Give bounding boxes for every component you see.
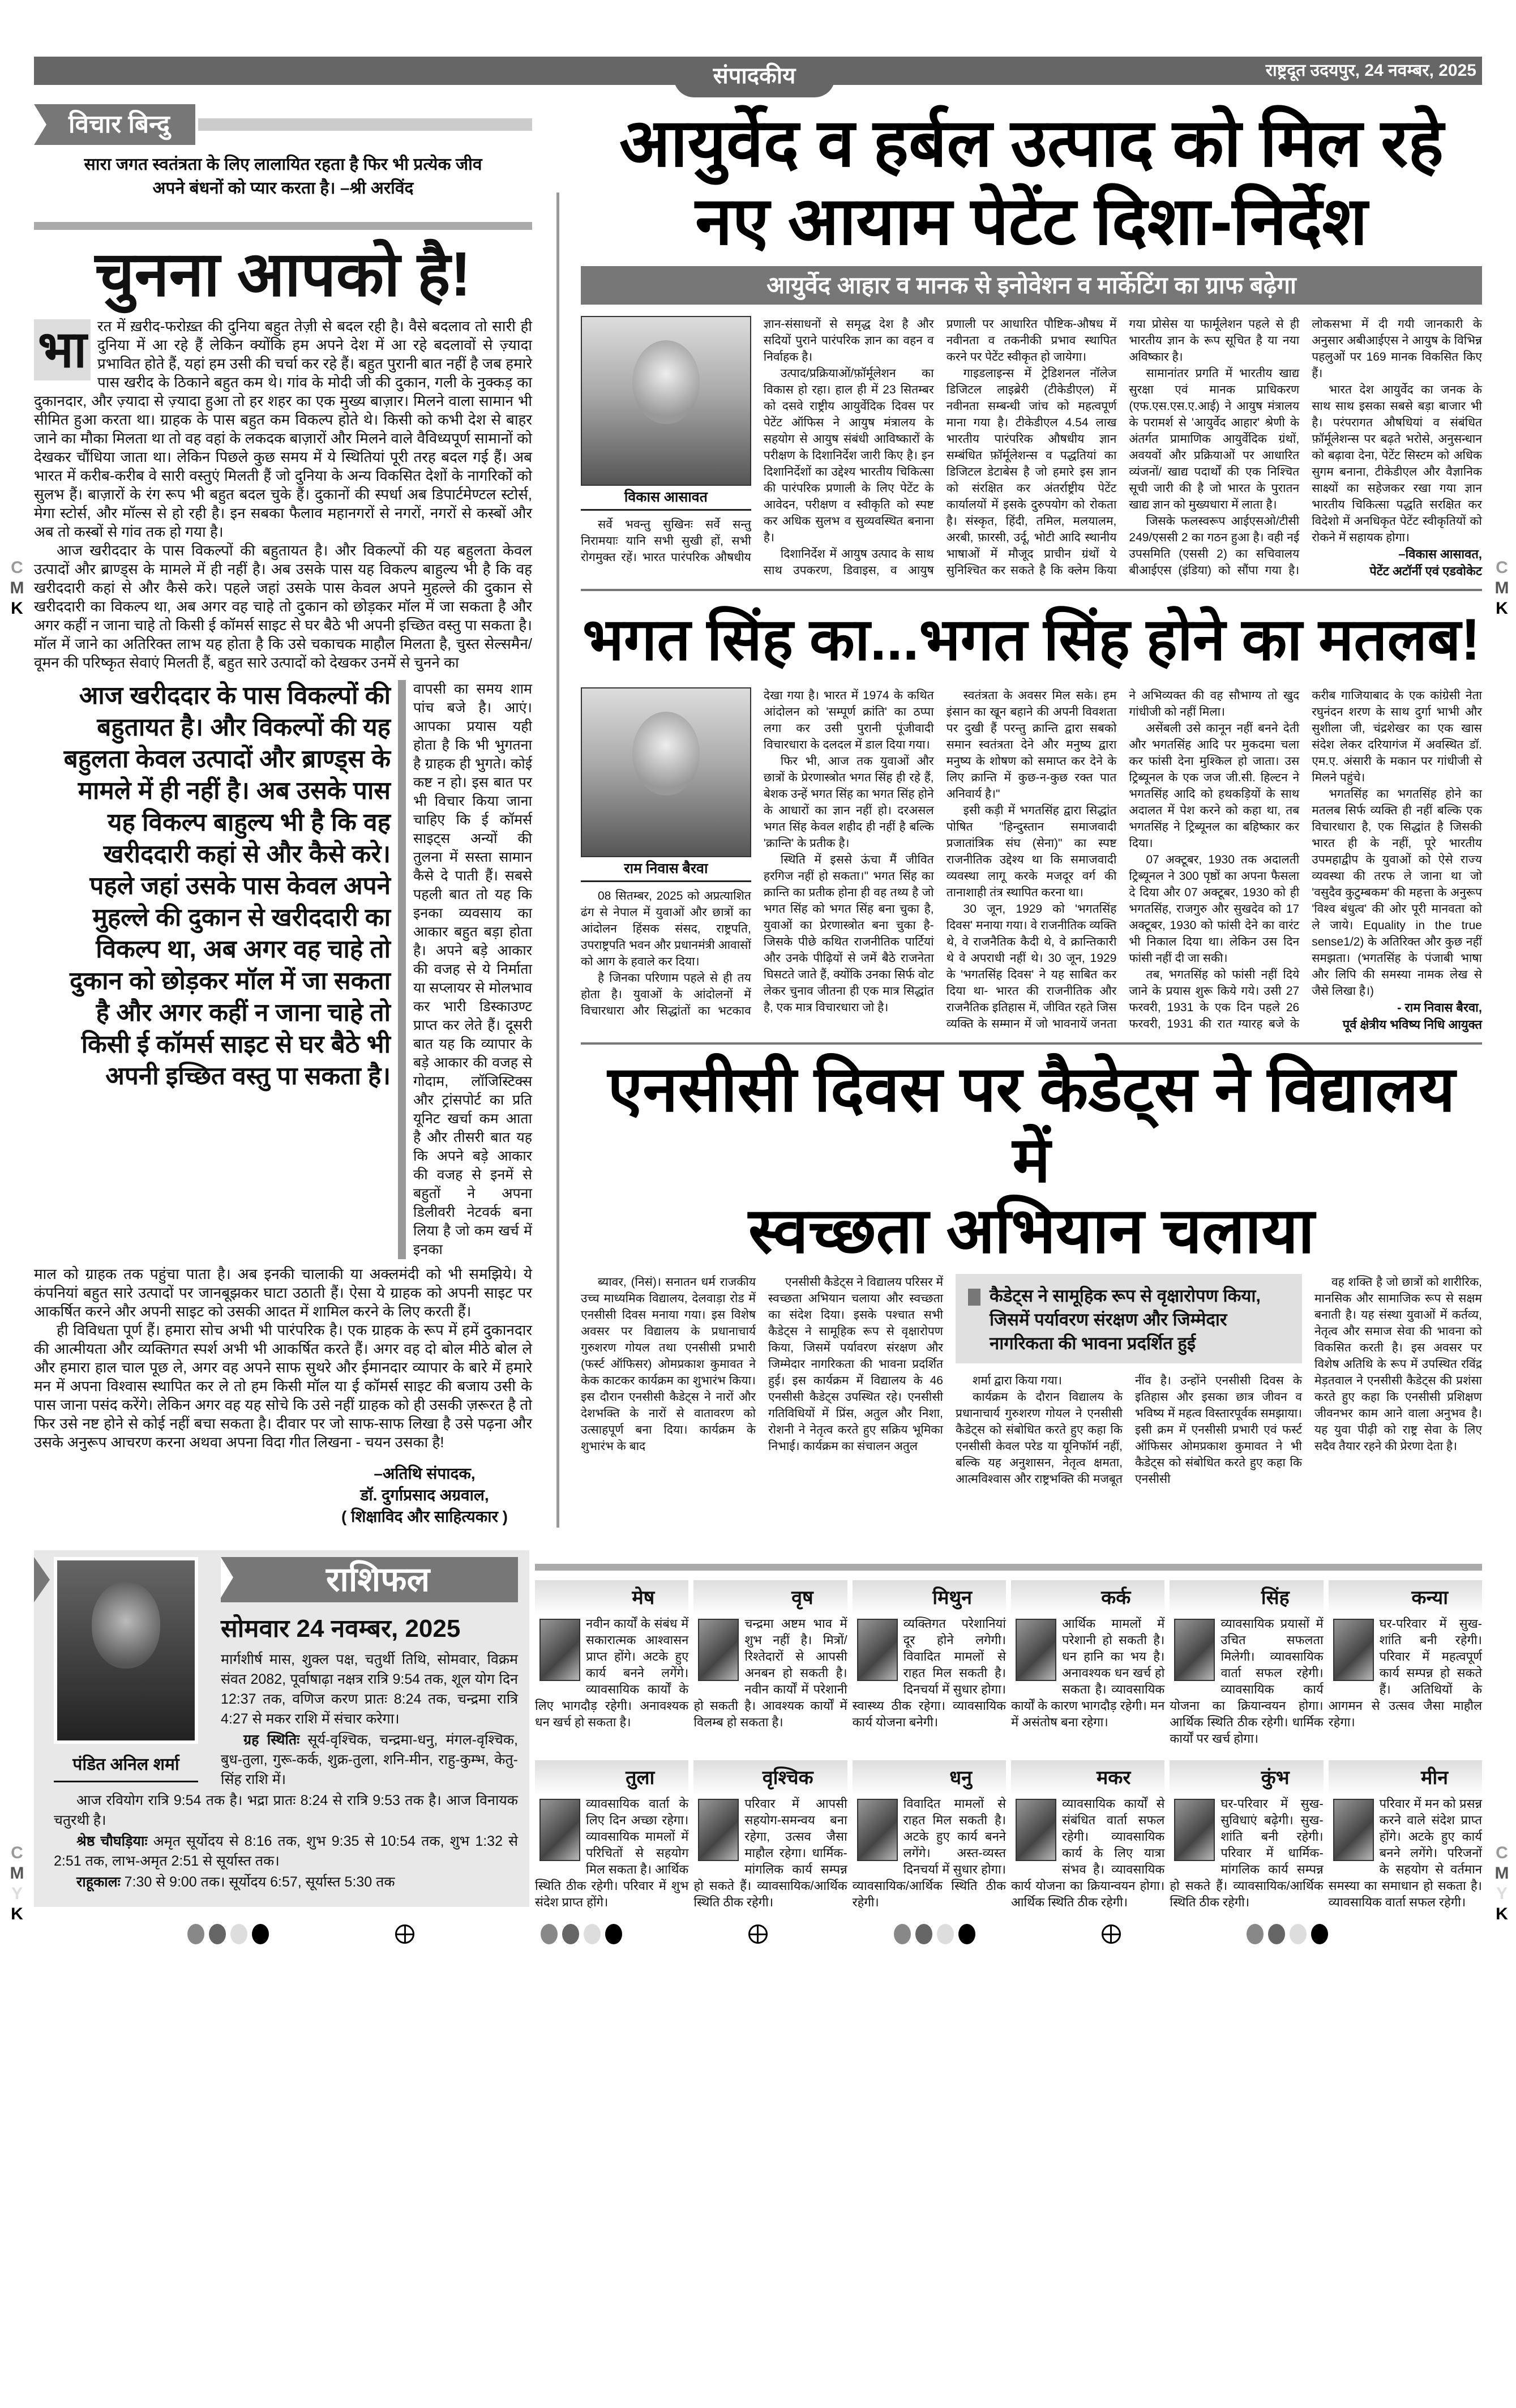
zodiac-sign-icon [857, 1799, 898, 1861]
sign-text: परिवार में आपसी सहयोग-समन्वय बना रहेगा, उत्सव जैसा माहौल रहेगा। धार्मिक-मांगलिक कार्य सम्पन्न हो सकते हैं। व्यावसायिक/आर्थिक स्थिति ठीक रहेगी। [693, 1797, 847, 1909]
paragraph: इसी कड़ी में भगतसिंह द्वारा सिद्धांत पोषित "हिन्दुस्तान समाजवादी प्रजातांत्रिक संघ (सेना)" का स्पष्ट राजनीतिक उद्देश्य था कि समाजवादी व्यवस्था लागू करके मजदूर वर्ग की तानाशाही तंत्र स्थापित करना था। [946, 804, 1117, 899]
choghadiya-label: श्रेष्ठ चौघड़ियाः [76, 1833, 148, 1849]
paragraph: तब, भगतसिंह को फांसी नहीं दिये जाने के प्रयास शुरू किये गये। उसी 27 फरवरी, 1931 के एक दिन पहले 26 फरवरी, 1931 की रात ग्यारह बजे के करीब गाजियाबाद के एक कांग्रेसी नेता रघुनंदन शरण के साथ दुर्गा भाभी और सुशीला जी, चंद्रशेखर का एक खास संदेश लेकर दरियागंज में अवस्थित डॉ. एम.ए. अंसारी के मकान पर गांधीजी से मिलने पहुंचे। [1129, 689, 1482, 1030]
main-content [34, 104, 1482, 1528]
bhagat-headline: भगत सिंह का...भगत सिंह होने का मतलब! [582, 607, 1481, 673]
paragraph: शर्मा द्वारा किया गया। [973, 1374, 1062, 1387]
paragraph: सर्वे भवन्तु सुखिनः सर्वे सन्तु निरामयाः यानि सभी सुखी हों, सभी रोगमुक्त रहें। भारत पारंपरिक औषधीय ज्ञान-संसाधनों से समृद्ध देश है और सदियों पुराने पारंपरिक ज्ञान का वहन व निर्वाहक है। [581, 318, 934, 564]
divider [581, 1042, 1482, 1045]
color-registration-dot [1311, 1924, 1328, 1944]
photo-caption: राम निवास बैरवा [581, 857, 751, 882]
bhagat-body [581, 687, 1482, 1033]
bullet-square-icon [968, 1289, 980, 1306]
pull-quote-bar [398, 680, 406, 1259]
color-registration-dot [1290, 1924, 1307, 1944]
author-photo [581, 687, 751, 882]
byline-desc: ( शिक्षाविद और साहित्यकार ) [341, 1508, 508, 1525]
mark-c: C [11, 558, 23, 577]
divider [581, 589, 1482, 591]
byline-role: –अतिथि संपादक, [374, 1465, 476, 1482]
sign-text: घर-परिवार में सुख-सुविधाएं बढ़ेगी। सुख-शांति बनी रहेगी। परिवार में धार्मिक-मांगलिक कार्य सम्पन्न हो सकते हैं। व्यावसायिक/आर्थिक स्थिति ठीक रहेगी। [1170, 1797, 1324, 1909]
zodiac-sign-icon [698, 1799, 739, 1861]
ayurveda-headline [581, 104, 1482, 260]
editorial-body-bottom [34, 1265, 532, 1452]
zodiac-sign-icon [539, 1619, 580, 1681]
paragraph: 30 जून, 1929 को 'भगतसिंह दिवस' मनाया गया। वे राजनीतिक व्यक्ति थे, वे राजनैतिक कैदी थे, वे क्रान्तिकारी थे वे अपराधी नहीं थे। 30 जून, 1929 के 'भगतसिंह दिवस' ने यह साबित कर दिया था- भारत की राजनीतिक और राजनैतिक इतिहास में, जीवित रहते जिस व्यक्ति के सम्मान में जो भावनायें जनता ने अभिव्यक्त की वह सौभाग्य तो खुद गांधीजी को नहीं मिला। [946, 689, 1300, 1030]
color-registration-dot [1247, 1924, 1264, 1944]
mark-y: Y [1496, 1884, 1508, 1903]
ncc-body [581, 1274, 1482, 1487]
color-registration-dot [937, 1924, 954, 1944]
astrologer-block [54, 1557, 209, 1782]
divider [535, 1564, 1482, 1571]
headline-line: एनसीसी दिवस पर कैडेट्स ने विद्यालय में [607, 1054, 1455, 1195]
rashifal-label: राशिफल [221, 1557, 518, 1602]
photo-image [581, 316, 751, 486]
vichar-bindu-header [34, 104, 532, 145]
mark-m: M [10, 579, 24, 597]
divider [34, 222, 532, 230]
registration-crosshair-icon [1102, 1924, 1121, 1944]
sign-text: आर्थिक मामलों में परेशानी हो सकती है। धन हानि का भय है। अनावश्यक धन खर्च हो सकता है। व्यावसायिक कार्यों के कारण भागदौड़ रहेगी। मन में असंतोष बना रहेगा। [1011, 1616, 1165, 1729]
horoscope-area [535, 1550, 1482, 1910]
sign-text: व्यावसायिक प्रयासों में उचित सफलता मिलेगी। व्यावसायिक वार्ता सफल रहेगी। व्यावसायिक कार्य योजना का क्रियान्वयन होगा। आर्थिक स्थिति ठीक रहेगी। धार्मिक कार्यों पर खर्च होगा। [1170, 1616, 1324, 1746]
color-registration-dot [541, 1924, 558, 1944]
ncc-body-left [581, 1274, 943, 1455]
articles-column [581, 104, 1482, 1528]
ncc-body-mid [956, 1372, 1302, 1487]
registration-crosshair-icon [395, 1924, 414, 1944]
horoscope-card [1329, 1580, 1482, 1747]
color-registration-dots [541, 1924, 622, 1944]
choghadiya: अमृत सूर्योदय से 8:16 तक, शुभ 9:35 से 10:54 तक, शुभ 1:32 से 2:51 तक, लाभ-अमृत 2:51 से सूर्यास्त तक। [54, 1833, 518, 1869]
sign-name: धनु [853, 1760, 1006, 1795]
cmyk-mark [8, 558, 25, 619]
color-registration-dots [894, 1924, 975, 1944]
pull-quote-row [34, 680, 532, 1259]
ncc-headline [581, 1054, 1482, 1266]
paragraph: आज खरीददार के पास विकल्पों की बहुतायत है। और विकल्पों की यह बहुलता केवल उत्पादों और ब्राण्ड्स के मामले में ही नहीं है। अब उसके पास यह विकल्प बाहुल्य भी है कि वह खरीददारी कहां से और कैसे करे। पहले जहां उसके पास केवल अपने मुहल्ले की दुकान से खरीददारी का विकल्प था, अब अगर वह चाहे तो दुकान को छोड़कर मॉल में जा सकता है और अगर कहीं न जाना चाहे तो किसी ई कॉमर्स साइट से घर बैठे भी अपनी इच्छित वस्तु पा सकता है। मॉल में जाने का अतिरिक्त लाभ यह होता है कि उसे चकाचक माहौल मिलता है, चुस्त सेल्समैन/वूमन की परिष्कृत सेवाएं मिलती हैं, बहुत सारे उत्पादों को देखकर उनमें से चुनने का [34, 542, 532, 671]
color-registration-dot [605, 1924, 622, 1944]
graha: सूर्य-वृश्चिक, चन्द्रमा-धनु, मंगल-वृश्चिक, बुध-तुला, गुरू-कर्क, शुक्र-तुला, शनि-मीन, राहु-कुम्भ, केतु-सिंह राशि में। [221, 1732, 519, 1787]
paragraph: कार्यक्रम के दौरान विद्यालय के प्रधानाचार्य गुरुशरण गोयल ने एनसीसी कैडेट्स को संबोधित करते हुए कहा कि एनसीसी केवल परेड या यूनिफॉर्म नहीं, बल्कि यह अनुशासन, नेतृत्व क्षमता, आत्मविश्वास और राष्ट्रभक्ति की मजबूत नींव है। उन्होंने एनसीसी दिवस के इतिहास और इसका छात्र जीवन व भविष्य में महत्व विस्तारपूर्वक समझाया। इसी क्रम में एनसीसी प्रभारी एवं फर्स्ट ऑफिसर ओमप्रकाश कुमावत ने भी कैडेट्स को संबोधित करते हुए कहा कि एनसीसी [956, 1374, 1302, 1486]
zodiac-sign-icon [1174, 1619, 1215, 1681]
paragraph: सामानांतर प्रगति में भारतीय खाद्य सुरक्षा एवं मानक प्राधिकरण (एफ.एस.एस.ए.आई) ने आयुष मंत्रालय के परामर्श से 'आयुर्वेद आहार' श्रेणी के अंतर्गत प्रामाणिक आयुर्वेदिक ग्रंथों, अवयवों और प्रक्रियाओं पर आधारित व्यंजनों/ खाद्य पदार्थों की एक निश्चित सूची जारी की है जो भारत के पुरातन खाद्य ज्ञान को मुख्यधारा में लाता है। [1129, 367, 1300, 511]
mark-k: K [1496, 599, 1508, 618]
zodiac-sign-icon [1016, 1619, 1056, 1681]
zodiac-sign-icon [698, 1619, 739, 1681]
quote-line: अपने बंधनों को प्यार करता है। –श्री अरविंद [152, 179, 414, 198]
mark-m: M [1494, 1864, 1509, 1883]
horoscope-card [535, 1580, 688, 1747]
section-title: संपादकीय [674, 57, 835, 97]
horoscope-card [1170, 1760, 1323, 1910]
sign-name: मकर [1011, 1760, 1164, 1795]
astrologer-name: पंडित अनिल शर्मा [54, 1752, 198, 1782]
sign-name: कन्या [1329, 1580, 1482, 1615]
sign-name: कर्क [1011, 1580, 1164, 1615]
editorial-headline: चुनना आपको है! [95, 239, 472, 309]
mark-k: K [11, 1905, 23, 1923]
thought-quote [45, 153, 521, 200]
horoscope-card [1329, 1760, 1482, 1910]
mark-k: K [11, 599, 23, 618]
ncc-body-right [1314, 1274, 1482, 1455]
paragraph: दिशानिर्देश में आयुष उत्पाद के साथ साथ उपकरण, डिवाइस, व आयुष प्रणाली पर आधारित पौष्टिक-औषध में नवीनता व तकनीकी प्रभाव स्थापित करने पर पेटेंट स्वीकृत हो जायेगा। [763, 318, 1117, 577]
mark-c: C [11, 1844, 23, 1862]
sign-text: व्यावसायिक कार्यों से संबंधित वार्ता सफल रहेगी। व्यावसायिक कार्य के लिए यात्रा संभव है। व्यावसायिक कार्य योजना का क्रियान्वयन होगा। आर्थिक स्थिति ठीक रहेगी। [1011, 1797, 1165, 1909]
sign-text: व्यक्तिगत परेशानियां दूर होने लगेगी। विवादित मामलों से राहत मिल सकती है। दिनचर्या में सुधार होगा। स्वास्थ्य ठीक रहेगा। व्यावसायिक कार्य योजना बनेगी। [852, 1616, 1006, 1729]
zodiac-sign-icon [1016, 1799, 1056, 1861]
column-divider [556, 193, 559, 1528]
editorial-body-top [34, 317, 532, 672]
chevron-icon [34, 1557, 50, 1602]
paragraph: असेंबली उसे कानून नहीं बनने देती और भगतसिंह आदि पर मुकदमा चला कर फांसी देना मुश्किल हो जाता। उस ट्रिब्यूनल के एक जज जी.सी. हिल्टन ने भगतसिंह आदि को हथकड़ियों के साथ अदालत में पेश करने को कहा था, तब भगतसिंह ने ट्रिब्यूनल का बहिष्कार कर दिया। [1129, 722, 1300, 850]
mark-k: K [1496, 1905, 1508, 1923]
byline-name: –विकास आसावत, [1398, 547, 1482, 561]
zodiac-sign-icon [539, 1799, 580, 1861]
sign-text: चन्द्रमा अष्टम भाव में शुभ नहीं है। मित्रों/रिश्तेदारों से आपसी अनबन हो सकती है। नवीन कार्यों में परेशानी हो सकती है। आवश्यक कार्यों में विलम्ब हो सकता है। [693, 1616, 847, 1729]
paragraph: 08 सितम्बर, 2025 को अप्रत्याशित ढंग से नेपाल में युवाओं और छात्रों का आंदोलन हिंसक संसद, राष्ट्रपति, उपराष्ट्रपति भवन और प्रधानमंत्री आवासों को आग के हवाले कर दिया। [581, 889, 751, 968]
sign-text: विवादित मामलों से राहत मिल सकती है। अटके हुए कार्य बनने लगेंगे। अस्त-व्यस्त दिनचर्या में सुधार होगा। व्यावसायिक/आर्थिक स्थिति ठीक रहेगी। [852, 1797, 1006, 1909]
color-registration-dot [562, 1924, 579, 1944]
sign-name: मेष [535, 1580, 688, 1615]
horoscope-card [853, 1580, 1006, 1747]
horoscope-card [853, 1760, 1006, 1910]
rashifal-date: सोमवार 24 नवम्बर, 2025 [221, 1615, 461, 1643]
color-registration-dot [915, 1924, 932, 1944]
highlight-text: कैडेट्स ने सामूहिक रूप से वृक्षारोपण किया, जिसमें पर्यावरण संरक्षण और जिम्मेदार नागरिकता की भावना प्रदर्शित हुई [990, 1286, 1261, 1353]
paragraph: माल को ग्राहक तक पहुंचा पाता है। अब इनकी चालाकी या अक्लमंदी को भी समझिये। ये कंपनियां बहुत सारे उत्पादों पर जानबूझकर घाटा उठाती हैं। ऐसा ये ग्राहक को अपनी साइट पर आकर्षित करने और अपनी साइट को उसकी आदत में शामिल करने के लिए करती हैं। [34, 1265, 532, 1320]
paragraph: भारत देश आयुर्वेद का जनक के साथ साथ इसका सबसे बड़ा बाजार भी है। परंपरागत औषधियां व संबंधित फ़ॉर्मूलेशन्स पर बढ़ते भरोसे, अनुसन्धान को बढ़ावा देना, पेटेंट सिस्टम को अधिक सुगम बनाना, टीकेडीएल और वैज्ञानिक साक्ष्यों का सहेजकर रखा गया ज्ञान भारतीय चिकित्सा पद्धति सरक्षित कर विदेशो में अनधिकृत पेटेंट स्वीकृतियों को रोकने में सहायक होगा। [1312, 383, 1482, 544]
dateline: राष्ट्रदूत उदयपुर, 24 नवम्बर, 2025 [1265, 61, 1476, 80]
editorial-byline [317, 1463, 532, 1528]
horoscope-card [535, 1760, 688, 1910]
drop-cap: भा [34, 319, 91, 380]
byline-role: पूर्व क्षेत्रीय भविष्य निधि आयुक्त [1342, 1017, 1482, 1032]
zodiac-sign-icon [1333, 1799, 1374, 1861]
paragraph: वह शक्ति है जो छात्रों को शारीरिक, मानसिक और सामाजिक रूप से सक्षम बनाती है। यह संस्था युवाओं में कर्तव्य, नेतृत्व और समाज सेवा की भावना को विकसित करती है। इस अवसर पर विशेष अतिथि के रूप में उपस्थित रविंद्र मेड़तवाल ने एनसीसी कैडेट्स की प्रशंसा करते हुए कहा कि एनसीसी प्रशिक्षण जीवनभर काम आने वाला अनुभव है। यह युवा पीढ़ी को राष्ट्र सेवा के लिए सदैव तैयार रहने की प्रेरणा देता है। [1314, 1276, 1482, 1453]
ayurveda-body [581, 316, 1482, 580]
horoscope-card [1011, 1760, 1164, 1910]
color-registration-dot [230, 1924, 247, 1944]
photo-image [581, 687, 751, 857]
sign-name: कुंभ [1170, 1760, 1323, 1795]
mark-m: M [1494, 579, 1509, 597]
zodiac-sign-icon [1174, 1799, 1215, 1861]
sign-text: घर-परिवार में सुख-शांति बनी रहेगी। परिवार में महत्वपूर्ण कार्य सम्पन्न हो सकते हैं। अतिथियों के आगमन से उत्सव जैसा माहौल रहेगा। [1328, 1616, 1482, 1729]
paragraph: स्थिति में इससे ऊंचा मैं जीवित हरगिज नहीं हो सकता।" भगत सिंह का क्रान्ति का प्रतीक होना ही वह तथ्य है जो भगत सिंह को भगत सिंह बना चुका है, युवाओं का प्रेरणास्त्रोत बना चुका है- जिसके पीछे कथित राजनीतिक पार्टियां और उनके पीढ़ियों से जमें बैठे राजनेता घिसटते जाते हैं, क्योंकि उनका सिर्फ वोट लेकर चुनाव जीतना ही एक मात्र सिद्धांत है, एक मात्र विचारधारा जो है। [763, 853, 934, 1014]
mark-y: Y [11, 1884, 23, 1903]
ncc-highlight-box [956, 1274, 1302, 1363]
paragraph: रत में ख़रीद-फरोख़्त की दुनिया बहुत तेज़ी से बदल रही है। वैसे बदलाव तो सारी ही दुनिया में आ रहे हैं लेकिन क्योंकि हम अपने देश में आ रहे बदलावों से ज़्यादा प्रभावित होते हैं, यहां हम उसी की चर्चा कर रहे हैं। बहुत पुरानी बात नहीं है जब हमारे पास खरीद के ठिकाने बहुत कम थे। गांव के मोदी जी की दुकान, गली के नुक्कड़ का दुकानदार, और ज़्यादा से ज़्यादा हुआ तो हर शहर का एक मुख्य बाज़ार। मिलने वाला सामान भी सीमित हुआ करता था। ग्राहक के पास बहुत कम विकल्प होते थे। किसी को कभी देश से बाहर जाने का मौका मिलता था तो वह वहां के लकदक बाज़ारों और मिलने वाले वैविध्यपूर्ण सामानों को देखकर चौंधिया जाता था। लेकिन पिछले कुछ समय में ये स्थितियां पूरी तरह बदल गई हैं। अब भारत में करीब-करीब वे सारी वस्तुएं मिलती हैं जो दुनिया के अन्य विकसित देशों के नागरिकों को सुलभ हैं। बाज़ारों के रंग रूप भी बहुत बदल चुके हैं। दुकानों की स्पर्धा अब डिपार्टमेण्टल स्टोर्स, मेगा स्टोर्स, और मॉल्स से हो रही है। इन सबका फैलाव महानगरों से नगरों, नगरों से कस्बों और अब तो कस्बों से गांव तक हो गया है। [34, 318, 532, 540]
sign-text: व्यावसायिक वार्ता के लिए दिन अच्छा रहेगा। व्यावसायिक मामलों में परिचितों से सहयोग मिल सकता है। आर्थिक स्थिति ठीक रहेगी। परिवार में शुभ संदेश प्राप्त होंगे। [535, 1797, 689, 1909]
divider [198, 118, 532, 131]
byline-name: - राम निवास बैरवा, [1397, 1000, 1482, 1015]
sign-text: नवीन कार्यों के संबंध में सकारात्मक आश्वासन प्राप्त होंगे। अटके हुए कार्य बनने लगेंगे। व्यावसायिक कार्यों के लिए भागदौड़ रहेगी। अनावश्यक धन खर्च हो सकता है। [535, 1616, 689, 1729]
mark-c: C [1496, 1844, 1508, 1862]
cmyk-mark [1493, 1843, 1510, 1924]
ayurveda-subheadline: आयुर्वेद आहार व मानक से इनोवेशन व मार्केटिंग का ग्राफ बढ़ेगा [581, 266, 1482, 305]
sign-name: मीन [1329, 1760, 1482, 1795]
paragraph: जिसके फलस्वरूप आईएसओ/टीसी 249/एससी 2 का गठन हुआ है। वही नई उपसमिति (एससी 2) का सचिवालय बीआईएस (इंडिया) को सौंपा गया है। लोकसभा में दी गयी जानकारी के अनुसार अबीआईएस ने आयुष के विभिन्न पहलुओं पर 169 मानक विकसित किए हैं। [1129, 318, 1482, 577]
sign-name: सिंह [1170, 1580, 1323, 1615]
mark-m: M [10, 1864, 24, 1883]
zodiac-sign-icon [857, 1619, 898, 1681]
author-photo [581, 316, 751, 511]
color-registration-dot [1268, 1924, 1285, 1944]
editorial-side-column: वापसी का समय शाम पांच बजे है। आएं। आपका प्रयास यही होता है कि भी भुगतना है ग्राहक ही भुगते। कोई कष्ट न हो। इस बात पर भी विचार किया जाना चाहिए कि ई कॉमर्स साइट्स अन्यों की तुलना में सस्ता सामान कैसे दे पाती हैं। सबसे पहली बात तो यह कि इनका व्यवसाय का आकार बहुत बड़ा होता है। अपने बड़े आकार की वजह से ये निर्माता या सप्लायर से मोलभाव कर भारी डिस्काउण्ट प्राप्त कर लेते हैं। दूसरी बात यह कि व्यापार के बड़े आकार की वजह से गोदाम, लॉजिस्टिक्स और ट्रांसपोर्ट का प्रति यूनिट खर्चा कम आता है और तीसरी बात यह कि अपने बड़े आकार की वजह से इनमें से बहुतों ने अपना डिलीवरी नेटवर्क बना लिया है जो कम खर्च में इनका [413, 681, 532, 1258]
rahukaal-label: राहूकालः [76, 1874, 121, 1890]
color-registration-dots [187, 1924, 269, 1944]
color-registration-dot [894, 1924, 911, 1944]
color-registration-dots [1247, 1924, 1328, 1944]
quote-line: सारा जगत स्वतंत्रता के लिए लालायित रहता है फिर भी प्रत्येक जीव [84, 155, 482, 174]
photo-caption: विकास आसावत [581, 486, 751, 511]
paragraph: स्वतंत्रता के अवसर मिल सके। हम इंसान का खून बहाने की अपनी विवशता पर दुखी हैं परन्तु क्रान्ति द्वारा सबको समान स्वतंत्रता देने और मनुष्य द्वारा मनुष्य के शोषण को समाप्त कर देने के लिए क्रान्ति में कुछ-न-कुछ रक्त पात अनिवार्य है।" [946, 689, 1117, 801]
horoscope-grid [535, 1580, 1482, 1910]
registration-marks [125, 1924, 1391, 1956]
sign-text: परिवार में मन को प्रसन्न करने वाले संदेश प्राप्त होंगे। अटके हुए कार्य बनने लगेंगे। परिजनों के सहयोग से वर्तमान समस्या का समाधान हो सकता है। व्यावसायिक वार्ता सफल रहेगी। [1328, 1797, 1482, 1909]
paragraph: भगतसिंह का भगतसिंह होने का मतलब सिर्फ व्यक्ति ही नहीं बल्कि एक विचारधारा है, एक सिद्धांत है जिसकी भारत ही के नहीं, पूरे भारतीय उपमहाद्वीप के युवाओं को ऐसे राज्य व्यवस्था की तरफ ले जाना था जो 'वसुदैव कुटुम्बकम' की महत्ता के अनुरूप 'विश्व बंधुत्व' की ओर पूरी मानवता को ले जाये। Equality in the true sense1/2) के अतिरिक्त और कुछ नहीं समझता। (भगतसिंह के पंजाबी भाषा और लिपि की समस्या नामक लेख से जैसे लिखा है।) [1312, 788, 1482, 998]
yoga: आज रवियोग रात्रि 9:54 तक है। भद्रा प्रातः 8:24 से रात्रि 9:53 तक है। आज विनायक चतुरथी है। [54, 1793, 518, 1828]
registration-crosshair-icon [748, 1924, 768, 1944]
paragraph: 07 अक्टूबर, 1930 तक अदालती ट्रिब्यूनल ने 300 पृष्ठों का अपना फैसला दे दिया और 07 अक्टूबर, 1930 को ही भगतसिंह, राजगुरु और सुखदेव को 17 अक्टूबर, 1930 को फांसी देने का वारंट भी निकाल दिया था। लेकिन उस दिन फांसी नहीं दी जा सकी। [1129, 853, 1300, 965]
rahukaal: 7:30 से 9:00 तक। सूर्योदय 6:57, सूर्यास्त 5:30 तक [124, 1874, 395, 1890]
color-registration-dot [187, 1924, 204, 1944]
paragraph: ब्यावर, (निसं)। सनातन धर्म राजकीय उच्च माध्यमिक विद्यालय, देलवाड़ा रोड में एनसीसी दिवस मनाया गया। इस विशेष अवसर पर विद्यालय के प्रधानाचार्य गुरुशरण गोयल तथा एनसीसी प्रभारी (फर्स्ट ऑफिसर) ओमप्रकाश कुमावत ने केक काटकर कार्यक्रम का शुभारंभ किया। इस दौरान एनसीसी कैडेट्स ने नारों और देशभक्ति के नारों से वातावरण को उत्साहपूर्ण बना दिया। कार्यक्रम के शुभारंभ के बाद [581, 1276, 756, 1453]
sign-name: तुला [535, 1760, 688, 1795]
cmyk-mark [1493, 558, 1510, 619]
color-registration-dot [958, 1924, 975, 1944]
horoscope-card [693, 1580, 847, 1747]
paragraph: फिर भी, आज तक युवाओं और छात्रों के प्रेरणास्त्रोत भगत सिंह ही रहे हैं, बेशक उन्हें भगत सिंह का भगत सिंह होने के आधारों का ज्ञान नहीं हो। दरअसल भगत सिंह केवल शहीद ही नहीं है बल्कि 'क्रान्ति' के प्रतीक है। [763, 755, 934, 850]
horoscope-card [693, 1760, 847, 1910]
sign-name: मिथुन [853, 1580, 1006, 1615]
cmyk-mark [8, 1843, 25, 1924]
paragraph: उत्पाद/प्रक्रियाओं/फ़ॉर्मूलेशन का विकास हो रहा। हाल ही में 23 सितम्बर को दसवे राष्ट्रीय आयुर्वेदिक दिवस पर पेटेंट ऑफिस ने आयुष मंत्रालय के सहयोग से आयुष संबंधी आविष्कारों के परीक्षण के दिशानिर्देश जारी किए है। इन दिशानिर्देशों का उद्देश्य भारतीय चिकित्सा की पारंपरिक प्रणाली के लिए पेटेंट के आवेदन, परीक्षण व स्वीकृति को स्पष्ट कर अधिक सुलभ व सुव्यवस्थित बनाना है। [763, 367, 934, 544]
ncc-body-middle [956, 1274, 1302, 1487]
panchang: मार्गशीर्ष मास, शुक्ल पक्ष, चतुर्थी तिथि, सोमवार, विक्रम संवत 2082, पूर्वाषाढ़ा नक्षत्र रात्रि 9:54 तक, शूल योग दिन 12:37 तक, वणिज करण प्रातः 8:24 तक, चन्द्रमा रात्रि 4:27 से मकर राशि में संचार करेगा। [221, 1652, 518, 1727]
headline-line: आयुर्वेद व हर्बल उत्पाद को मिल रहे [619, 106, 1444, 181]
astrologer-photo [54, 1557, 198, 1744]
color-registration-dot [584, 1924, 601, 1944]
mark-c: C [1496, 558, 1508, 577]
byline-name: डॉ. दुर्गाप्रसाद अग्रवाल, [360, 1486, 489, 1504]
zodiac-sign-icon [1333, 1619, 1374, 1681]
horoscope-card [1170, 1580, 1323, 1747]
paragraph: गाइडलाइन्स में ट्रेडिशनल नॉलेज डिजिटल लाइब्रेरी (टीकेडीएल) में नवीनता सम्बन्धी जांच को महत्वपूर्ण माना गया है। टीकेडीएल 4.54 लाख भारतीय पारंपरिक औषधीय ज्ञान सम्बंधित फ़ॉर्मूलेशन्स व पद्धतियां का डिजिटल डेटाबेस है जो हमारे इस ज्ञान को संरक्षित कर अंतर्राष्ट्रीय पेटेंट कार्यालयों में इसके दुरुपयोग को रोकता है। संस्कृत, हिंदी, तमिल, मलयालम, अरबी, फ़ारसी, उर्दू, भोटी आदि स्थानीय भाषाओं में मौजूद प्राचीन ग्रंथों ये सुनिश्चित कर सकते है कि क्लेम किया गया प्रोसेस या फार्मूलेशन पहले से ही भारतीय ज्ञान के रूप सूचित है या नया अविष्कार है। [946, 318, 1300, 577]
paragraph: ही विविधता पूर्ण हैं। हमारा सोच अभी भी पारंपरिक है। एक ग्राहक के रूप में हमें दुकानदार की आत्मीयता और व्यक्तिगत स्पर्श अभी भी आकर्षित करते हैं। अगर वह दो बोल मीठे बोल ले और हमारा हाल चाल पूछ ले, अगर वह अपने साफ सुथरे और ईमानदार व्यापार के बारे में हमारे मन में अपना विश्वास स्थापित कर ले तो हम किसी मॉल या ई कॉमर्स साइट की बजाय उसी के पास जाना पसंद करेंगे। लेकिन अगर वह यह सोचे कि उसे नहीं ग्राहक को ही उसकी ज़रूरत है तो फिर उसे नष्ट होने से कोई नहीं बचा सकता है। दीवार पर जो साफ-साफ लिखा है उसे पढ़ना और उसके अनुरूप आचरण करना अथवा अपना विदा गीत लिखना - चयन उसका है! [34, 1321, 532, 1451]
panchang-panel [34, 1550, 529, 1907]
paragraph: एनसीसी कैडेट्स ने विद्यालय परिसर में स्वच्छता अभियान चलाया और स्वच्छता का संदेश दिया। इसके पश्चात सभी कैडेट्स ने सामूहिक रूप से वृक्षारोपण किया, जिसमें पर्यावरण संरक्षण और जिम्मेदार नागरिकता की भावना प्रदर्शित हुई। इस कार्यक्रम में विद्यालय के 46 एनसीसी कैडेट्स उपस्थित रहे। एनसीसी गतिविधियों में प्रिंस, अतुल और निशा, रोशनी ने नेतृत्व करते हुए सक्रिय भूमिका निभाई। कार्यक्रम का संचालन अतुल [768, 1276, 944, 1453]
color-registration-dot [252, 1924, 269, 1944]
vichar-bindu-label: विचार बिन्दु [34, 104, 195, 145]
paragraph: है जिनका परिणाम पहले से ही तय होता है। युवाओं के आंदोलनों में विचारधारा और सिद्धांतों का भटकाव देखा गया है। भारत में 1974 के कथित आंदोलन को 'सम्पूर्ण क्रांति' का ठप्पा लगा कर उसी पुरानी पूंजीवादी विचारधारा के दलदल में डाल दिया गया। [581, 689, 934, 1017]
headline-line: स्वच्छता अभियान चलाया [748, 1195, 1315, 1266]
pull-quote: आज खरीददार के पास विकल्पों की बहुतायत है। और विकल्पों की यह बहुलता केवल उत्पादों और ब्राण्ड्स के मामले में ही नहीं है। अब उसके पास यह विकल्प बाहुल्य भी है कि वह खरीददारी कहां से और कैसे करे। पहले जहां उसके पास केवल अपने मुहल्ले की दुकान से खरीददारी का विकल्प था, अब अगर वह चाहे तो दुकान को छोड़कर मॉल में जा सकता है और अगर कहीं न जाना चाहे तो किसी ई कॉमर्स साइट से घर बैठे भी अपनी इच्छित वस्तु पा सकता है। [63, 682, 391, 1090]
rashifal-section [34, 1550, 1482, 1910]
editorial-column [34, 104, 532, 1528]
sign-name: वृष [693, 1580, 847, 1615]
horoscope-card [1011, 1580, 1164, 1747]
color-registration-dot [209, 1924, 226, 1944]
byline-role: पेटेंट अटॉर्नी एवं एडवोकेट [1369, 564, 1482, 578]
sign-name: वृश्चिक [693, 1760, 847, 1795]
headline-line: नए आयाम पेटेंट दिशा-निर्देश [695, 184, 1368, 259]
graha-label: ग्रह स्थितिः [243, 1732, 300, 1748]
